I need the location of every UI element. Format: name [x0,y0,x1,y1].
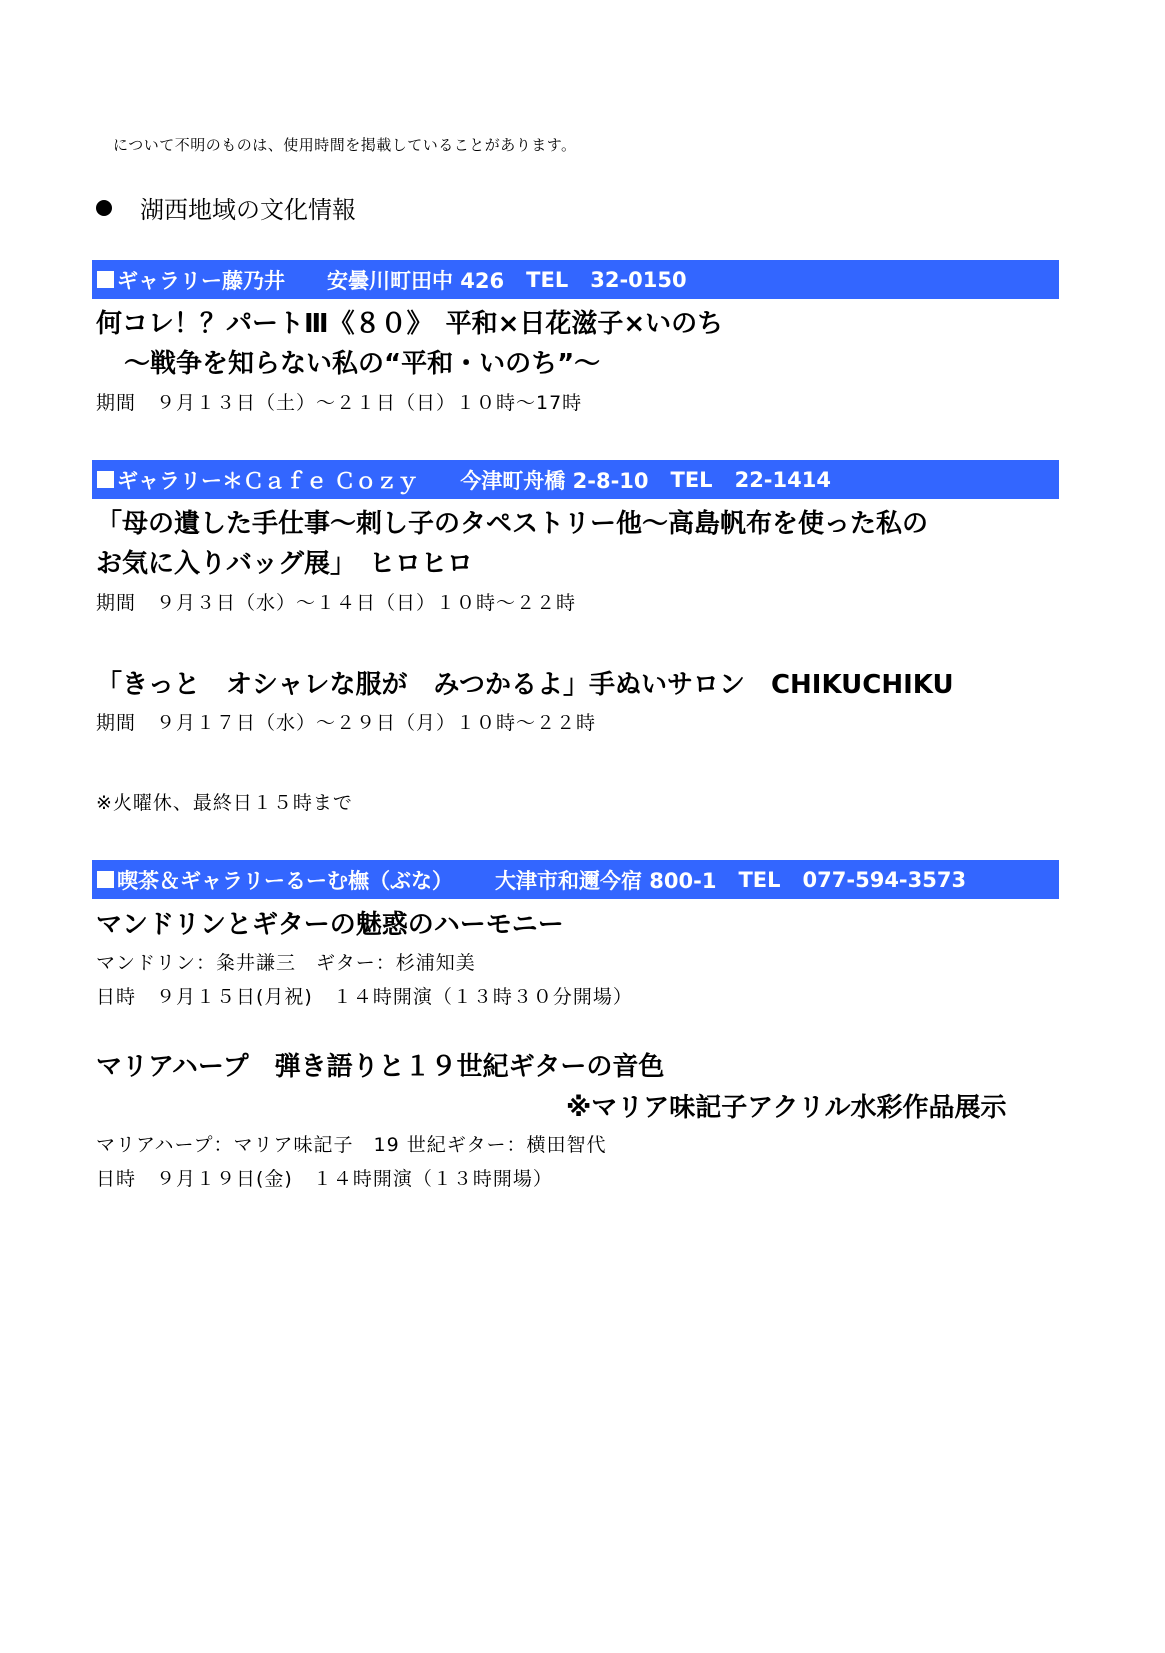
gallery-tel: 22-1414 [734,467,831,492]
gallery-tel: 32-0150 [590,267,687,292]
square-icon [97,471,114,488]
section-heading [96,190,356,225]
gallery-name: 喫茶＆ギャラリーるーむ橅（ぶな） [117,868,453,893]
event-subtitle: ※マリア味記子アクリル水彩作品展示 [566,1093,1007,1123]
event-title-line1: 「母の遺した手仕事～刺し子のタペストリー他～高島帆布を使った私の [96,509,929,539]
gallery-header-fujinoi [92,260,1059,299]
event-performers: マンドリン：粂井謙三 ギター：杉浦知美 [96,952,476,974]
bullet-icon [96,200,112,216]
gallery-name: ギャラリー藤乃井 [117,268,285,293]
event-datetime: 日時 ９月１５日(月祝) １４時開演（１３時３０分開場） [96,986,633,1008]
event-title: 「きっと オシャレな服が みつかるよ」手ぬいサロン CHIKUCHIKU [96,670,954,700]
event-title: マンドリンとギターの魅惑のハーモニー [96,910,564,940]
event-period: 期間 ９月１７日（水）～２９日（月）１０時～２２時 [96,712,597,734]
gallery-tel-label: TEL [670,467,713,492]
event-title: マリアハープ 弾き語りと１９世紀ギターの音色 [96,1052,665,1082]
gallery-address: 今津町舟橋 2-8-10 [460,468,649,493]
gallery-header-cafe-cozy [92,460,1059,499]
gallery-name: ギャラリー＊Ｃａｆｅ Ｃｏｚｙ [117,468,419,493]
intro-note: について不明のものは、使用時間を掲載していることがあります。 [113,136,577,154]
gallery-address: 大津市和邇今宿 800-1 [495,868,717,893]
gallery-tel-label: TEL [526,267,569,292]
event-datetime: 日時 ９月１９日(金) １４時開演（１３時開場） [96,1168,553,1190]
event-period: 期間 ９月３日（水）～１４日（日）１０時～２２時 [96,592,577,614]
gallery-header-buna [92,860,1059,899]
section-heading-text: 湖西地域の文化情報 [140,196,356,224]
event-remark: ※火曜休、最終日１５時まで [96,792,353,814]
event-title-line2: ～戦争を知らない私の“平和・いのち”～ [124,349,601,379]
event-period: 期間 ９月１３日（土）～２１日（日）１０時～17時 [96,392,583,414]
square-icon [97,871,114,888]
event-performers: マリアハープ：マリア味記子 19 世紀ギター：横田智代 [96,1134,607,1156]
event-title-line2: お気に入りバッグ展」 ヒロヒロ [96,549,474,579]
gallery-tel: 077-594-3573 [802,867,967,892]
gallery-tel-label: TEL [738,867,781,892]
gallery-address: 安曇川町田中 426 [327,268,505,293]
square-icon [97,271,114,288]
event-title-line1: 何コレ！？パートⅢ《８０》 平和×日花滋子×いのち [96,309,724,339]
